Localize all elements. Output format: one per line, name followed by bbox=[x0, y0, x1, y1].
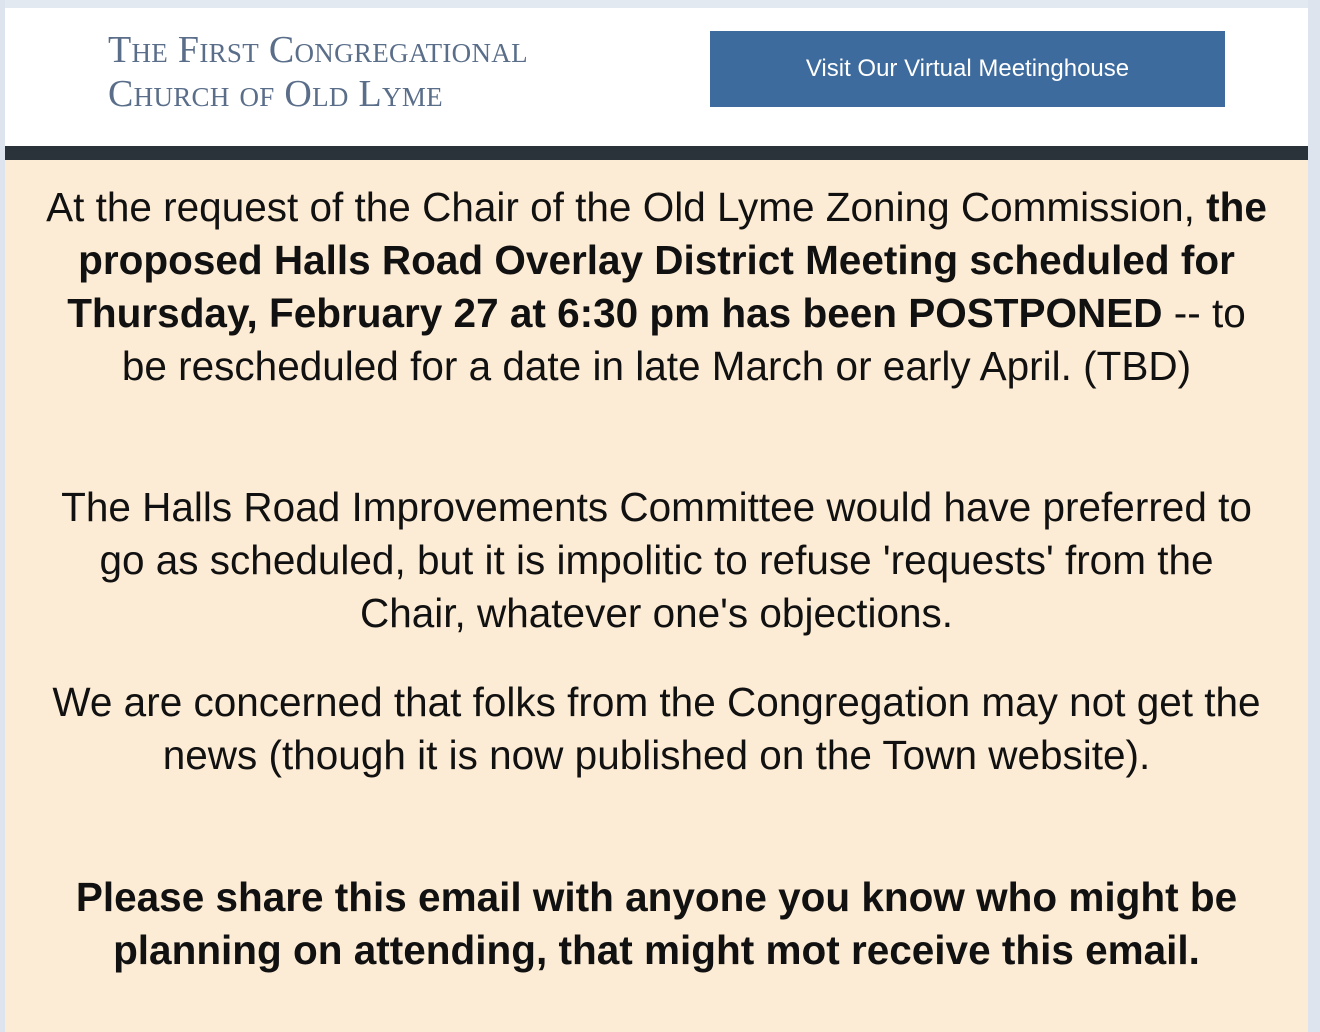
virtual-meetinghouse-button[interactable]: Visit Our Virtual Meetinghouse bbox=[710, 31, 1225, 107]
postponement-paragraph bbox=[45, 181, 1268, 393]
header-divider bbox=[5, 146, 1308, 160]
church-logo[interactable] bbox=[108, 28, 568, 116]
share-request-paragraph: Please share this email with anyone you know who might be planning on attending, that might mot receive this email. bbox=[75, 874, 1238, 973]
p1-text-start: At the request of the Chair of the Old Lyme Zoning Commission, bbox=[46, 184, 1207, 230]
email-header bbox=[5, 8, 1308, 146]
email-body bbox=[5, 8, 1308, 1032]
logo-line-2: Church of Old Lyme bbox=[108, 73, 443, 115]
page-background-right bbox=[1308, 0, 1320, 1032]
committee-paragraph: The Halls Road Improvements Committee would have preferred to go as scheduled, but it is impolitic to refuse 'requests' from the Chair, whatever one's objections. bbox=[61, 484, 1252, 636]
concern-paragraph: We are concerned that folks from the Congregation may not get the news (though it is now published on the Town website). bbox=[52, 679, 1261, 778]
logo-line-1: The First Congregational bbox=[108, 29, 528, 71]
p1-bold-text: the proposed Halls Road Overlay District Meeting scheduled for Thursday, February 27 at 6:30 pm has been POSTPONED bbox=[67, 184, 1267, 336]
notice-content bbox=[5, 160, 1308, 1032]
p1-text-end: -- to be rescheduled for a date in late March or early April. (TBD) bbox=[121, 290, 1246, 389]
